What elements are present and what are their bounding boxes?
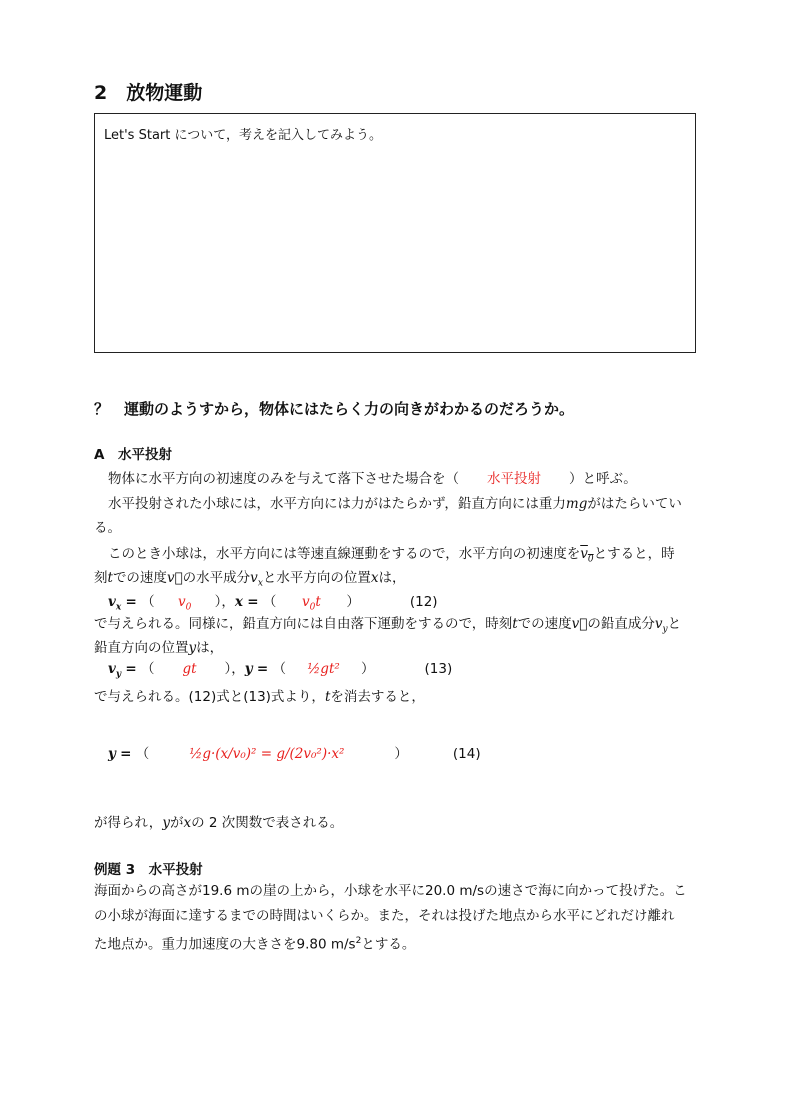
equation-13: $v_y$ = （ gt ），y = （ ½gt² ） (13) (108, 661, 453, 680)
equation-14-answer: ½g·(x/v₀)² = g/(2v₀²)·x² (189, 746, 345, 762)
equation-12: $v_x$ = （ $v_0$ ），x = （ $v_0t$ ） (12) (108, 594, 438, 613)
paragraph-6: 鉛直方向の位置yは， (94, 640, 224, 656)
paragraph-3: このとき小球は，水平方向には等速直線運動をするので，水平方向の初速度を$v_0$とすると，時 (108, 546, 675, 565)
example-heading: 例題 3 水平投射 (94, 862, 203, 878)
equation-number: (12) (409, 594, 438, 610)
equation-number: (13) (424, 661, 453, 677)
box-prompt: Let's Start について，考えを記入してみよう。 (104, 128, 382, 143)
paragraph-8: が得られ，yがxの 2 次関数で表される。 (94, 815, 344, 831)
section-title: 2 放物運動 (94, 82, 203, 104)
example-line-2: の小球が海面に達するまでの時間はいくらか。また，それは投げた地点から水平にどれだけ離れ (94, 908, 675, 924)
equation-13-answer: ½gt² (307, 661, 340, 677)
lets-start-answer-box[interactable] (94, 113, 696, 353)
subsection-heading: A 水平投射 (94, 447, 172, 463)
example-line-3: た地点か。重力加速度の大きさを9.80 $m/s^2$とする。 (94, 936, 416, 953)
paragraph-2-cont: る。 (94, 520, 121, 536)
equation-14: y = （ ½g·(x/v₀)² = g/(2v₀²)·x² ） (14) (108, 746, 481, 762)
paragraph-7: で与えられる。(12)式と(13)式より，tを消去すると， (94, 689, 425, 705)
answer-blank: 水平投射 (487, 471, 541, 487)
guiding-question: ？ 運動のようすから，物体にはたらく力の向きがわかるのだろうか。 (94, 400, 575, 418)
equation-number: (14) (452, 746, 481, 762)
example-line-1: 海面からの高さが19.6 mの崖の上から，小球を水平に20.0 m/sの速さで海に向かって投げた。こ (94, 883, 687, 899)
paragraph-4: 刻tでの速度v⃗の水平成分$v_x$と水平方向の位置xは， (94, 570, 406, 589)
paragraph-2: 水平投射された小球には，水平方向には力がはたらかず，鉛直方向には重力mgがはたらいてい (108, 496, 682, 512)
paragraph-1: 物体に水平方向の初速度のみを与えて落下させた場合を（ 水平投射 ）と呼ぶ。 (108, 471, 637, 487)
paragraph-5: で与えられる。同様に，鉛直方向には自由落下運動をするので，時刻tでの速度v⃗の鉛直成分$v_y$と (94, 616, 682, 635)
